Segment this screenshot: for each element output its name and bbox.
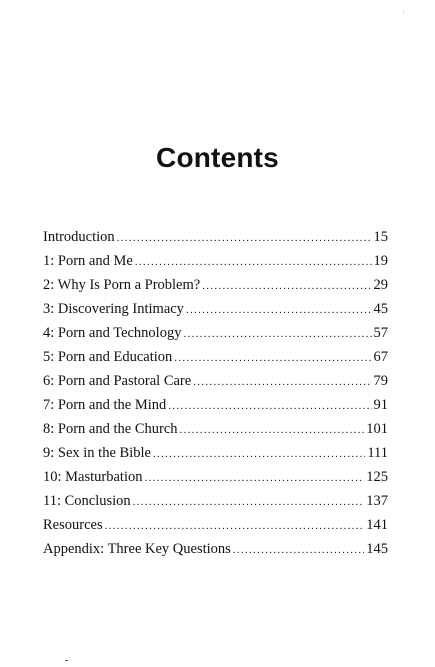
toc-entry-title: 3: Discovering Intimacy — [43, 301, 184, 317]
toc-entry — [43, 397, 388, 421]
toc-entry-title: 6: Porn and Pastoral Care — [43, 373, 192, 389]
dot-leader — [153, 448, 365, 460]
dot-leader — [186, 304, 372, 316]
toc-entry-title: 8: Porn and the Church — [43, 421, 178, 437]
page-title: Contents — [156, 142, 279, 173]
toc-entry — [43, 445, 388, 469]
toc-entry-page: 15 — [373, 229, 388, 245]
toc-entry-title: Introduction — [43, 229, 115, 245]
toc-entry-title: 1: Porn and Me — [43, 253, 133, 269]
toc-entry — [43, 373, 388, 397]
dot-leader — [117, 232, 372, 244]
toc-entry-title: Appendix: Three Key Questions — [43, 541, 231, 557]
dot-leader — [168, 400, 371, 412]
toc-entry — [43, 253, 388, 277]
dot-leader — [183, 328, 371, 340]
toc-entry-page: 57 — [373, 325, 388, 341]
page-bottom-mark — [65, 660, 68, 661]
toc-entry — [43, 517, 388, 541]
toc-entry-page: 29 — [373, 277, 388, 293]
dot-leader — [135, 256, 372, 268]
dot-leader — [133, 496, 365, 508]
toc-entry — [43, 421, 388, 445]
toc-entry-title: 7: Porn and the Mind — [43, 397, 167, 413]
toc-entry — [43, 349, 388, 373]
toc-entry-title: Resources — [43, 517, 103, 533]
dot-leader — [233, 544, 364, 556]
toc-entry-page: 45 — [373, 301, 388, 317]
toc-entry-page: 101 — [366, 421, 388, 437]
toc-entry — [43, 325, 388, 349]
toc-entry-page: 79 — [373, 373, 388, 389]
dot-leader — [193, 376, 371, 388]
toc-entry-title: 4: Porn and Technology — [43, 325, 182, 341]
toc-entry — [43, 493, 388, 517]
toc-entry-title: 10: Masturbation — [43, 469, 143, 485]
toc-entry — [43, 277, 388, 301]
dot-leader — [180, 424, 365, 436]
table-of-contents — [43, 229, 388, 565]
toc-entry-page: 19 — [373, 253, 388, 269]
toc-entry-page: 67 — [373, 349, 388, 365]
toc-entry-page: 145 — [366, 541, 388, 557]
toc-entry-title: 2: Why Is Porn a Problem? — [43, 277, 201, 293]
toc-entry-title: 9: Sex in the Bible — [43, 445, 151, 461]
toc-entry — [43, 541, 388, 565]
toc-entry — [43, 301, 388, 325]
toc-entry-page: 141 — [366, 517, 388, 533]
toc-entry — [43, 229, 388, 253]
toc-entry-page: 125 — [366, 469, 388, 485]
toc-entry-page: 111 — [367, 445, 388, 461]
dot-leader — [202, 280, 371, 292]
toc-entry — [43, 469, 388, 493]
dot-leader — [174, 352, 371, 364]
page-corner-mark — [403, 10, 404, 14]
toc-entry-page: 91 — [373, 397, 388, 413]
toc-entry-title: 5: Porn and Education — [43, 349, 173, 365]
toc-entry-page: 137 — [366, 493, 388, 509]
dot-leader — [144, 472, 364, 484]
dot-leader — [105, 520, 365, 532]
toc-entry-title: 11: Conclusion — [43, 493, 131, 509]
